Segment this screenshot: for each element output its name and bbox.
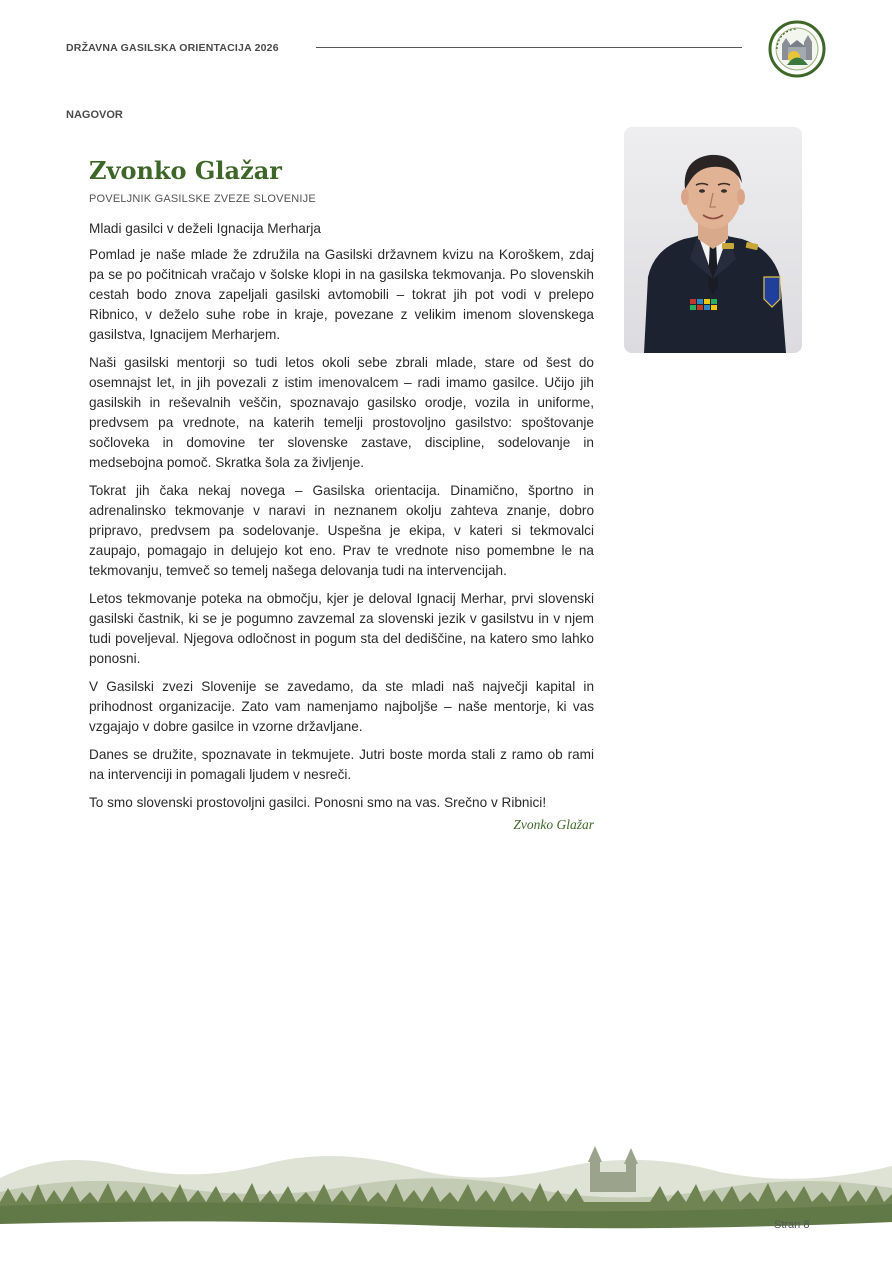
speech-body xyxy=(89,219,594,835)
paragraph: V Gasilski zvezi Slovenije se zavedamo, da ste mladi naš največji kapital in prihodnost organizacije. Zato vam namenjamo najboljše – naše mentorje, ki vas vzgajajo v dobre gasilce in vzorne državljane. xyxy=(89,679,594,734)
header-title: DRŽAVNA GASILSKA ORIENTACIJA 2026 xyxy=(66,42,279,54)
paragraph: Tokrat jih čaka nekaj novega – Gasilska orientacija. Dinamično, športno in adrenalinsko tekmovanje v naravi in neznanem okolju zahteva znanje, dobro pripravo, predvsem pa sodelovanje. Uspešna je ekipa, v kateri si tekmovalci zaupajo, pomagajo in delujejo kot eno. Prav te vrednote niso pomembne le na tekmovanju, temveč so temelj našega delovanja tudi na intervencijah. xyxy=(89,483,594,578)
paragraph: To smo slovenski prostovoljni gasilci. Ponosni smo na vas. Srečno v Ribnici! xyxy=(89,795,547,810)
paragraph: Pomlad je naše mlade že združila na Gasilski državnem kvizu na Koroškem, zdaj pa se po počitnicah vračajo v šolske klopi in na gasilska tekmovanja. Po slovenskih cestah bodo znova zapeljali gasilski avtomobili – tokrat jih pot vodi v prelepo Ribnico, v deželo suhe robe in kraje, povezane z velikim imenom slovenskega gasilstva, Ignacijem Merharjem. xyxy=(89,247,594,342)
paragraph: Naši gasilski mentorji so tudi letos okoli sebe zbrali mlade, stare od šest do osemnajst let, in jih povezali z istim imenovalcem – radi imamo gasilce. Učijo jih gasilskih in reševalnih veščin, spoznavajo gasilsko orodje, vozila in uniforme, predvsem pa vrednote, na katerih temelji prostovoljno gasilstvo: spoštovanje sočloveka in domovine ter slovenske zastave, discipline, sodelovanje in medsebojna pomoč. Skratka šola za življenje. xyxy=(89,355,594,470)
author-photo xyxy=(624,127,802,353)
forest-landscape-illustration xyxy=(0,1128,892,1238)
paragraph: Letos tekmovanje poteka na območju, kjer je deloval Ignacij Merhar, prvi slovenski gasilski častnik, ki se je pogumno zavzemal za slovenski jezik v gasilstvu in v njem tudi poveljeval. Njegova odločnost in pogum sta del dediščine, na katero smo lahko ponosni. xyxy=(89,591,594,666)
firefighter-badge-icon xyxy=(768,20,826,78)
paragraph: Danes se družite, spoznavate in tekmujete. Jutri boste morda stali z ramo ob rami na intervenciji in pomagali ljudem v nesreči. xyxy=(89,747,594,782)
author-name: Zvonko Glažar xyxy=(89,156,282,185)
page-number: Stran 8 xyxy=(774,1219,810,1231)
signature: Zvonko Glažar xyxy=(513,817,594,832)
author-role: POVELJNIK GASILSKE ZVEZE SLOVENIJE xyxy=(89,193,316,205)
header-divider xyxy=(316,47,742,48)
section-label: NAGOVOR xyxy=(66,109,123,121)
greeting: Mladi gasilci v deželi Ignacija Merharja xyxy=(89,221,321,236)
